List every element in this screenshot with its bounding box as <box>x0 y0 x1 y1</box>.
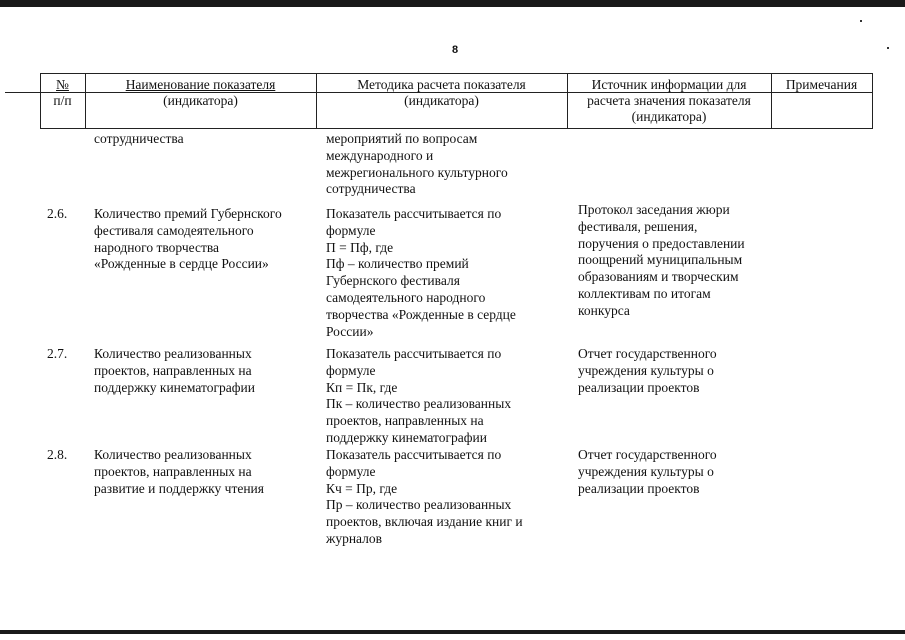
row-name-cell <box>94 447 314 497</box>
header-col-divider <box>872 73 873 129</box>
scan-bottom-border <box>0 630 905 634</box>
row-name-cell <box>94 346 314 396</box>
header-notes-line: Примечания <box>785 77 858 92</box>
row-num-cell <box>47 346 87 363</box>
row-text-line: «Рожденные в сердце России» <box>94 256 269 272</box>
row-text-line: Отчет государственного <box>578 447 717 462</box>
row-number: 2.7. <box>47 346 68 361</box>
row-text-line: Количество реализованных <box>94 346 252 361</box>
row-text-line: мероприятий по вопросам <box>326 131 478 146</box>
scan-top-border <box>0 0 905 7</box>
row-text-line: развитие и поддержку чтения <box>94 480 264 496</box>
row-text-line: поддержку кинематографии <box>94 379 255 395</box>
row-text-line: самодеятельного народного <box>326 289 486 305</box>
row-text-line: народного творчества <box>94 239 220 255</box>
row-name-cell <box>94 131 314 148</box>
row-text-line: фестиваля, решения, <box>578 218 698 234</box>
row-text-line: учреждения культуры о <box>578 463 714 479</box>
row-text-line: формуле <box>326 222 376 238</box>
row-name-cell <box>94 206 314 273</box>
header-method-line: Методика расчета показателя <box>357 77 526 92</box>
header-num <box>40 77 85 109</box>
header-top-rule <box>40 73 872 74</box>
row-text-line: фестиваля самодеятельного <box>94 222 254 238</box>
row-text-line: проектов, направленных на <box>326 413 484 429</box>
row-source-cell <box>578 346 773 396</box>
row-text-line: коллективам по итогам <box>578 285 711 301</box>
header-num-line: п/п <box>53 93 72 108</box>
row-text-line: реализации проектов <box>578 379 700 395</box>
header-method-line: (индикатора) <box>404 93 479 108</box>
header-source-line: (индикатора) <box>631 109 707 124</box>
row-text-line: П = Пф, где <box>326 239 394 255</box>
row-text-line: Показатель рассчитывается по <box>326 206 502 221</box>
row-method-cell <box>326 206 566 340</box>
row-source-cell <box>578 447 773 497</box>
row-text-line: проектов, направленных на <box>94 463 252 479</box>
row-num-cell <box>47 447 87 464</box>
row-text-line: реализации проектов <box>578 480 700 496</box>
row-text-line: поручения о предоставлении <box>578 235 745 251</box>
row-text-line: конкурса <box>578 302 630 318</box>
header-source-line: Источник информации для <box>591 77 747 92</box>
row-text-line: сотрудничества <box>326 181 416 197</box>
row-text-line: Пр – количество реализованных <box>326 497 512 513</box>
row-method-cell <box>326 346 566 447</box>
row-text-line: сотрудничества <box>94 131 184 146</box>
row-text-line: Протокол заседания жюри <box>578 202 730 217</box>
row-text-line: межрегионального культурного <box>326 164 508 180</box>
row-text-line: проектов, направленных на <box>94 362 252 378</box>
row-num-cell <box>47 206 87 223</box>
row-text-line: международного и <box>326 147 434 163</box>
header-name-line: Наименование показателя <box>125 77 276 92</box>
header-source-line: расчета значения показателя <box>587 93 751 108</box>
row-text-line: творчества «Рожденные в сердце <box>326 306 516 322</box>
header-bottom-rule <box>40 128 872 129</box>
scan-speck <box>887 47 889 49</box>
row-text-line: Отчет государственного <box>578 346 717 361</box>
row-number: 2.8. <box>47 447 68 462</box>
row-method-cell <box>326 131 566 198</box>
row-text-line: образованиям и творческим <box>578 269 739 285</box>
row-text-line: Количество премий Губернского <box>94 206 282 221</box>
header-notes <box>771 77 872 93</box>
row-source-cell <box>578 202 773 320</box>
row-text-line: Пк – количество реализованных <box>326 396 512 412</box>
row-text-line: формуле <box>326 362 376 378</box>
header-name-line: (индикатора) <box>163 93 238 108</box>
header-name <box>85 77 316 109</box>
row-text-line: журналов <box>326 530 383 546</box>
row-text-line: Пф – количество премий <box>326 256 469 272</box>
row-text-line: Кч = Пр, где <box>326 480 398 496</box>
row-text-line: Кп = Пк, где <box>326 379 398 395</box>
row-text-line: Показатель рассчитывается по <box>326 346 502 361</box>
header-source <box>567 77 771 125</box>
row-method-cell <box>326 447 566 548</box>
row-number: 2.6. <box>47 206 68 221</box>
row-text-line: поощрений муниципальным <box>578 252 743 268</box>
row-text-line: Количество реализованных <box>94 447 252 462</box>
header-num-line: № <box>56 77 69 92</box>
row-text-line: учреждения культуры о <box>578 362 714 378</box>
row-text-line: формуле <box>326 463 376 479</box>
row-text-line: России» <box>326 323 374 339</box>
scan-speck <box>860 20 862 22</box>
row-text-line: поддержку кинематографии <box>326 429 487 445</box>
row-text-line: проектов, включая издание книг и <box>326 514 523 530</box>
row-text-line: Губернского фестиваля <box>326 273 460 289</box>
header-method <box>316 77 567 109</box>
page-number: 8 <box>451 44 459 56</box>
row-text-line: Показатель рассчитывается по <box>326 447 502 462</box>
